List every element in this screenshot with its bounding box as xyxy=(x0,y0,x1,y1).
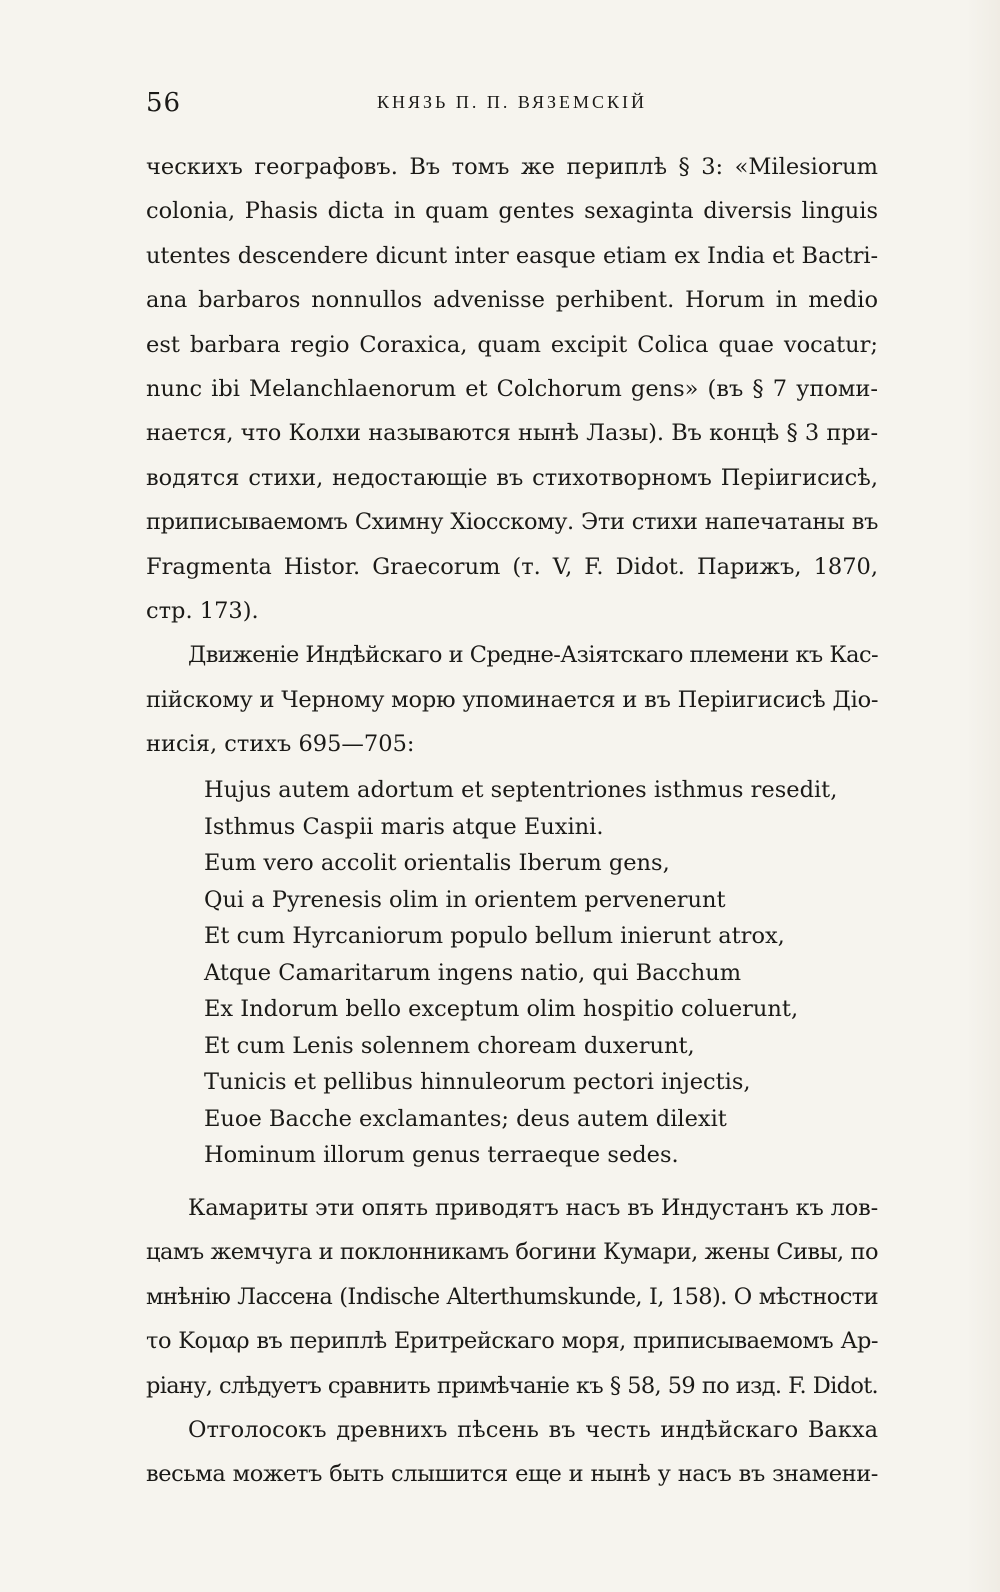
verse-line: Hujus autem adortum et septentriones isthmus resedit, xyxy=(204,777,838,804)
text-line: utentes descendere dicunt inter easque etiam ex India et Bactri- xyxy=(146,242,878,269)
text-line: Движеніе Индѣйскаго и Средне-Азіятскаго племени къ Кас- xyxy=(188,642,878,669)
text-line: стр. 173). xyxy=(146,597,259,624)
verse-line: Et cum Hyrcaniorum populo bellum inierunt atrox, xyxy=(204,923,785,950)
verse-line: Tunicis et pellibus hinnuleorum pectori injectis, xyxy=(204,1069,751,1096)
text-line: нисія, стихъ 695—705: xyxy=(146,731,415,758)
running-head: КНЯЗЬ П. П. ВЯЗЕМСКІЙ xyxy=(377,92,647,112)
text-line: ріану, слѣдуетъ сравнить примѣчаніе къ § 58, 59 по изд. F. Didot. xyxy=(146,1372,878,1399)
paragraph-1 xyxy=(146,145,878,633)
text-line: Камариты эти опять приводятъ насъ въ Индустанъ къ лов- xyxy=(188,1194,878,1221)
text-line: приписываемомъ Схимну Хіосскому. Эти стихи напечатаны въ xyxy=(146,509,878,536)
text-line: ческихъ географовъ. Въ томъ же периплѣ § 3: «Milesiorum xyxy=(146,154,878,180)
verse-quotation xyxy=(146,772,878,1174)
paragraph-2 xyxy=(146,633,878,766)
text-line: нается, что Колхи называются нынѣ Лазы). Въ концѣ § 3 при- xyxy=(146,420,878,447)
text-line: водятся стихи, недостающіе въ стихотворномъ Періигисисѣ, xyxy=(146,464,878,491)
text-line: ana barbaros nonnullos advenisse perhibent. Horum in medio xyxy=(146,287,878,314)
text-line: Отголосокъ древнихъ пѣсень въ честь индѣйскаго Вакха xyxy=(188,1416,878,1443)
paragraph-4 xyxy=(146,1408,878,1497)
verse-line: Eum vero accolit orientalis Iberum gens, xyxy=(204,850,670,877)
page-number: 56 xyxy=(146,88,182,118)
page-header xyxy=(146,88,878,128)
text-line: весьма можетъ быть слышится еще и нынѣ у насъ въ знамени- xyxy=(146,1461,878,1488)
text-line: est barbara regio Coraxica, quam excipit Colica quae vocatur; xyxy=(146,331,878,358)
text-line: colonia, Phasis dicta in quam gentes sexaginta diversis linguis xyxy=(146,198,878,225)
page-edge-shadow xyxy=(966,0,1000,1592)
verse-line: Atque Camaritarum ingens natio, qui Bacchum xyxy=(204,959,742,986)
verse-line: Hominum illorum genus terraeque sedes. xyxy=(204,1142,679,1169)
page-body xyxy=(146,145,878,1497)
verse-line: Qui a Pyrenesis olim in orientem pervenerunt xyxy=(204,886,726,913)
text-line: цамъ жемчуга и поклонникамъ богини Кумари, жены Сивы, по xyxy=(146,1239,878,1266)
verse-line: Et cum Lenis solennem choream duxerunt, xyxy=(204,1032,695,1059)
verse-line: Ex Indorum bello exceptum olim hospitio coluerunt, xyxy=(204,996,799,1023)
text-line: пійскому и Черному морю упоминается и въ Періигисисѣ Діо- xyxy=(146,686,879,713)
paragraph-3 xyxy=(146,1186,878,1408)
text-line: το Κομαρ въ периплѣ Еритрейскаго моря, приписываемомъ Ар- xyxy=(146,1328,878,1355)
verse-line: Euoe Bacche exclamantes; deus autem dilexit xyxy=(204,1105,727,1132)
text-line: nunc ibi Melanchlaenorum et Colchorum gens» (въ § 7 упоми- xyxy=(146,375,878,402)
text-line: Fragmenta Histor. Graecorum (т. V, F. Didot. Парижъ, 1870, xyxy=(146,553,878,580)
text-line: мнѣнію Лассена (Indische Alterthumskunde, I, 158). О мѣстности xyxy=(146,1283,878,1310)
verse-line: Isthmus Caspii maris atque Euxini. xyxy=(204,813,604,840)
